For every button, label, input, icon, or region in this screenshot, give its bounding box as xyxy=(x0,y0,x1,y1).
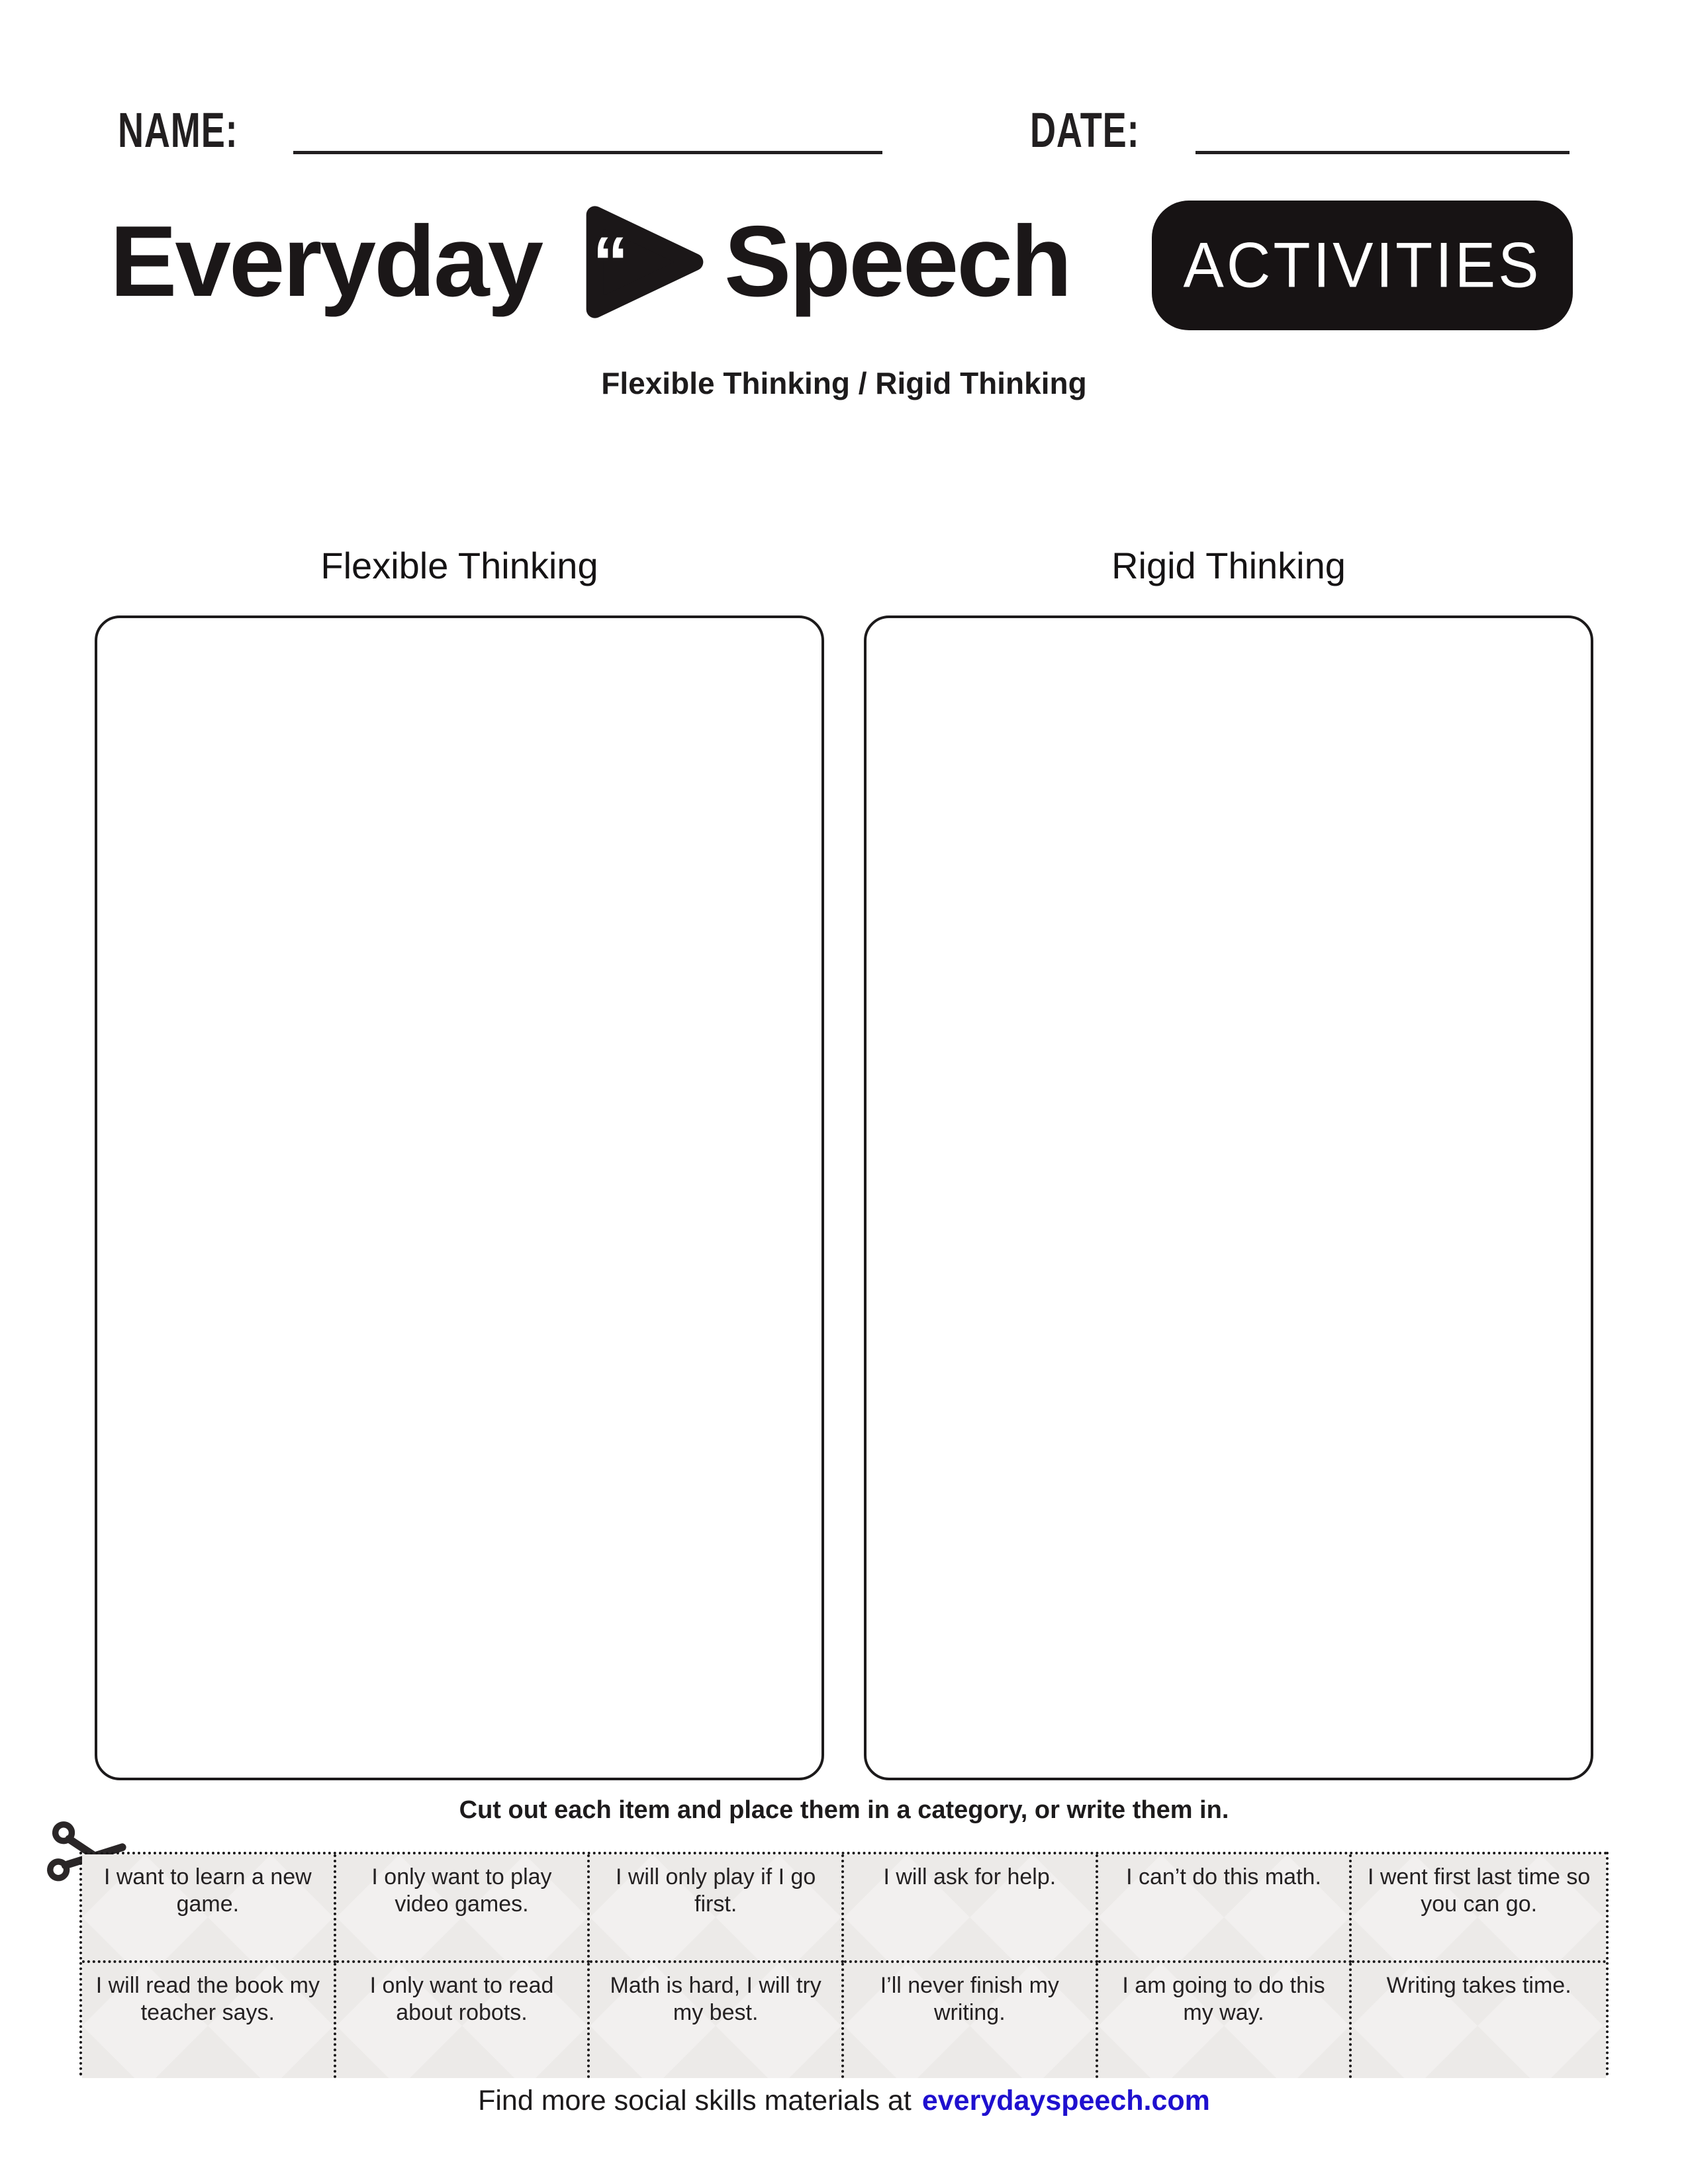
logo-everyday-text: Everyday xyxy=(110,205,542,318)
footer xyxy=(0,2085,1688,2117)
date-write-line[interactable] xyxy=(1196,151,1570,154)
activities-badge xyxy=(1152,201,1573,330)
name-write-line[interactable] xyxy=(293,151,882,154)
play-quote-icon xyxy=(583,200,707,324)
rigid-thinking-heading: Rigid Thinking xyxy=(1111,545,1346,586)
cut-out-card[interactable]: I only want to read about robots. xyxy=(336,1963,590,2078)
logo-speech-text: Speech xyxy=(724,205,1070,318)
quote-marks-glyph: “ xyxy=(592,222,629,303)
cut-out-card[interactable]: Writing takes time. xyxy=(1352,1963,1606,2078)
cut-out-card[interactable]: I am going to do this my way. xyxy=(1098,1963,1352,2078)
cut-out-card-grid xyxy=(79,1852,1609,2075)
cut-out-card[interactable]: I only want to play video games. xyxy=(336,1854,590,1963)
footer-link[interactable]: everydayspeech.com xyxy=(921,2085,1210,2116)
flexible-thinking-box[interactable] xyxy=(95,615,824,1780)
cut-out-card[interactable]: I can’t do this math. xyxy=(1098,1854,1352,1963)
name-label: NAME: xyxy=(118,102,238,158)
cut-out-card[interactable]: I will ask for help. xyxy=(844,1854,1098,1963)
cut-out-instruction: Cut out each item and place them in a category, or write them in. xyxy=(459,1796,1229,1824)
footer-text: Find more social skills materials at xyxy=(478,2085,912,2116)
flexible-thinking-heading: Flexible Thinking xyxy=(320,545,598,586)
rigid-thinking-box[interactable] xyxy=(864,615,1593,1780)
activities-badge-label: ACTIVITIES xyxy=(1183,229,1542,301)
cut-out-card[interactable]: I will read the book my teacher says. xyxy=(82,1963,336,2078)
cut-out-card[interactable]: I will only play if I go first. xyxy=(590,1854,844,1963)
cut-out-card[interactable]: Math is hard, I will try my best. xyxy=(590,1963,844,2078)
cut-out-card[interactable]: I went first last time so you can go. xyxy=(1352,1854,1606,1963)
worksheet-title: Flexible Thinking / Rigid Thinking xyxy=(601,366,1087,400)
cut-out-card[interactable]: I want to learn a new game. xyxy=(82,1854,336,1963)
date-label: DATE: xyxy=(1030,102,1140,158)
cut-out-card[interactable]: I’ll never finish my writing. xyxy=(844,1963,1098,2078)
